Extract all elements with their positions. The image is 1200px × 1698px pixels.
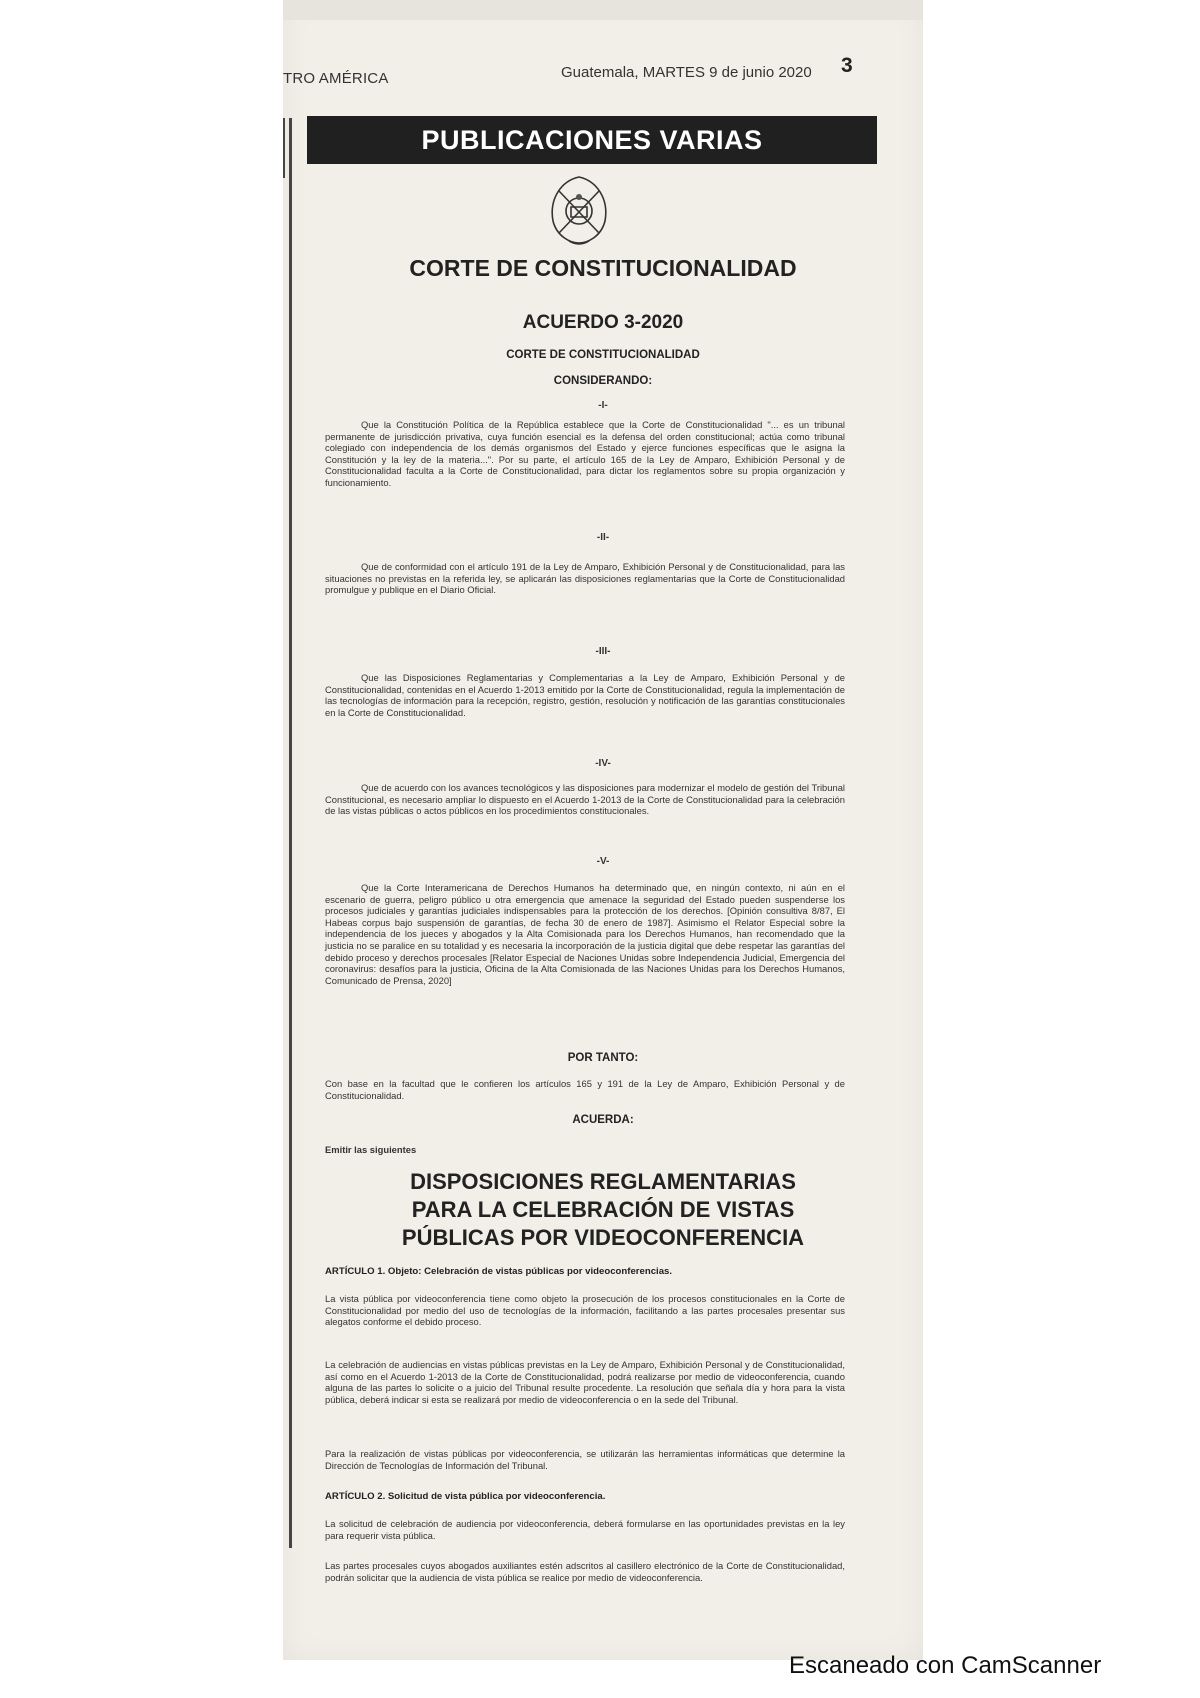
- disposiciones-title-line: DISPOSICIONES REGLAMENTARIAS: [410, 1169, 796, 1194]
- section-number: -III-: [595, 646, 611, 657]
- considerando-paragraph: Que las Disposiciones Reglamentarias y Complementarias a la Ley de Amparo, Exhibición Personal y de Constitucionalidad, contenidas en el Acuerdo 1-2013 emitido por la Corte de Constitucionalidad, regula la implementación de las tecnologías de información para la recepción, registro, gestión, resolución y notificación de las garantías constitucionales en la Corte de Constitucionalidad.: [325, 672, 845, 718]
- court-subtitle: CORTE DE CONSTITUCIONALIDAD: [506, 349, 700, 361]
- section-number: -I-: [598, 400, 608, 411]
- court-title: CORTE DE CONSTITUCIONALIDAD: [409, 255, 797, 281]
- section-banner: PUBLICACIONES VARIAS: [307, 116, 877, 164]
- considerando-heading: CONSIDERANDO:: [553, 375, 653, 387]
- por-tanto-paragraph: Con base en la facultad que le confieren los artículos 165 y 191 de la Ley de Amparo, Exhibición Personal y de Constitucionalidad.: [325, 1078, 845, 1101]
- page-top-strip: [283, 0, 923, 20]
- page-number: 3: [841, 54, 853, 77]
- left-column-rule-fragment: [283, 118, 285, 178]
- disposiciones-title: [283, 1168, 923, 1252]
- section-number: -V-: [596, 856, 610, 867]
- running-header-date: Guatemala, MARTES 9 de junio 2020: [561, 64, 812, 81]
- considerando-paragraph: Que de conformidad con el artículo 191 de la Ley de Amparo, Exhibición Personal y de Constitucionalidad, para las situaciones no previstas en la referida ley, se aplicarán las disposiciones reglamentarias que la Corte de Constitucionalidad promulgue y publique en el Diario Oficial.: [325, 561, 845, 596]
- por-tanto-heading: POR TANTO:: [567, 1052, 639, 1064]
- emitir-line: Emitir las siguientes: [325, 1144, 417, 1155]
- considerando-paragraph: Que la Corte Interamericana de Derechos Humanos ha determinado que, en ningún contexto, ni aún en el escenario de guerra, peligro público u otra emergencia que amenace la seguridad del Estado pueden suspenderse los procesos judiciales y garantías judiciales indispensables para la protección de los derechos. [Opinión consultiva 8/87, El Habeas corpus bajo suspensión de garantías, de fecha 30 de enero de 1987]. Asimismo el Relator Especial sobre la independencia de los jueces y abogados y la Alta Comisionada para los Derechos Humanos, han recomendado que la justicia no se paralice en su totalidad y es necesaria la incorporación de la justicia digital que debe respetar las garantías del debido proceso y derechos procesales [Relator Especial de Naciones Unidas sobre Independencia Judicial, Emergencia del coronavirus: desafíos para la justicia, Oficina de la Alta Comisionada de las Naciones Unidas para los Derechos Humanos, Comunicado de Prensa, 2020]: [325, 882, 845, 986]
- articulo-1-paragraph: La celebración de audiencias en vistas públicas previstas en la Ley de Amparo, Exhibición Personal y de Constitucionalidad, así como en el Acuerdo 1-2013 de la Corte de Constitucionalidad, podrá realizarse por medio de videoconferencia, cuando alguna de las partes lo solicite o a juicio del Tribunal resulte procedente. La resolución que señala día y hora para la vista pública, deberá indicar si esta se realizará por medio de videoconferencia o en la sede del Tribunal.: [325, 1359, 845, 1405]
- articulo-1-paragraph: Para la realización de vistas públicas por videoconferencia, se utilizarán las herramientas informáticas que determine la Dirección de Tecnologías de Información del Tribunal.: [325, 1448, 845, 1471]
- section-number: -IV-: [595, 758, 611, 769]
- articulo-2-paragraph: Las partes procesales cuyos abogados auxiliantes estén adscritos al casillero electrónico de la Corte de Constitucionalidad, podrán solicitar que la audiencia de vista pública se realice por medio de videoconferencia.: [325, 1560, 845, 1583]
- acuerdo-title: ACUERDO 3-2020: [522, 312, 684, 333]
- section-number: -II-: [596, 532, 610, 543]
- coat-of-arms-icon: [541, 171, 617, 249]
- camscanner-watermark: Escaneado con CamScanner: [789, 1652, 1102, 1679]
- articulo-1-paragraph: La vista pública por videoconferencia tiene como objeto la prosecución de los procesos constitucionales en la Corte de Constitucionalidad por medio del uso de tecnologías de la información, facilitando a las partes procesales presentar sus alegatos conforme el debido proceso.: [325, 1293, 845, 1328]
- considerando-paragraph: Que la Constitución Política de la República establece que la Corte de Constitucionalidad "... es un tribunal permanente de jurisdicción privativa, cuya función esencial es la defensa del orden constitucional; actúa como tribunal colegiado con independencia de los demás organismos del Estado y ejerce funciones específicas que le asigna la Constitución y la ley de la materia...". Por su parte, el artículo 165 de la Ley de Amparo, Exhibición Personal y de Constitucionalidad faculta a la Corte de Constitucionalidad, para dictar los reglamentos sobre su propia organización y funcionamiento.: [325, 419, 845, 488]
- articulo-2-heading: ARTÍCULO 2. Solicitud de vista pública por videoconferencia.: [325, 1491, 606, 1502]
- considerando-paragraph: Que de acuerdo con los avances tecnológicos y las disposiciones para modernizar el modelo de gestión del Tribunal Constitucional, es necesario ampliar lo dispuesto en el Acuerdo 1-2013 de la Corte de Constitucionalidad para la celebración de las vistas públicas o actos públicos en los procedimientos constitucionales.: [325, 782, 845, 817]
- articulo-2-paragraph: La solicitud de celebración de audiencia por videoconferencia, deberá formularse en las oportunidades previstas en la ley para requerir vista pública.: [325, 1518, 845, 1541]
- acuerda-heading: ACUERDA:: [572, 1114, 634, 1126]
- running-header-left: TRO AMÉRICA: [283, 70, 389, 87]
- newspaper-page: [283, 0, 923, 1660]
- articulo-1-heading: ARTÍCULO 1. Objeto: Celebración de vistas públicas por videoconferencias.: [325, 1266, 673, 1277]
- disposiciones-title-line: PARA LA CELEBRACIÓN DE VISTAS: [411, 1197, 795, 1222]
- disposiciones-title-line: PÚBLICAS POR VIDEOCONFERENCIA: [401, 1225, 805, 1250]
